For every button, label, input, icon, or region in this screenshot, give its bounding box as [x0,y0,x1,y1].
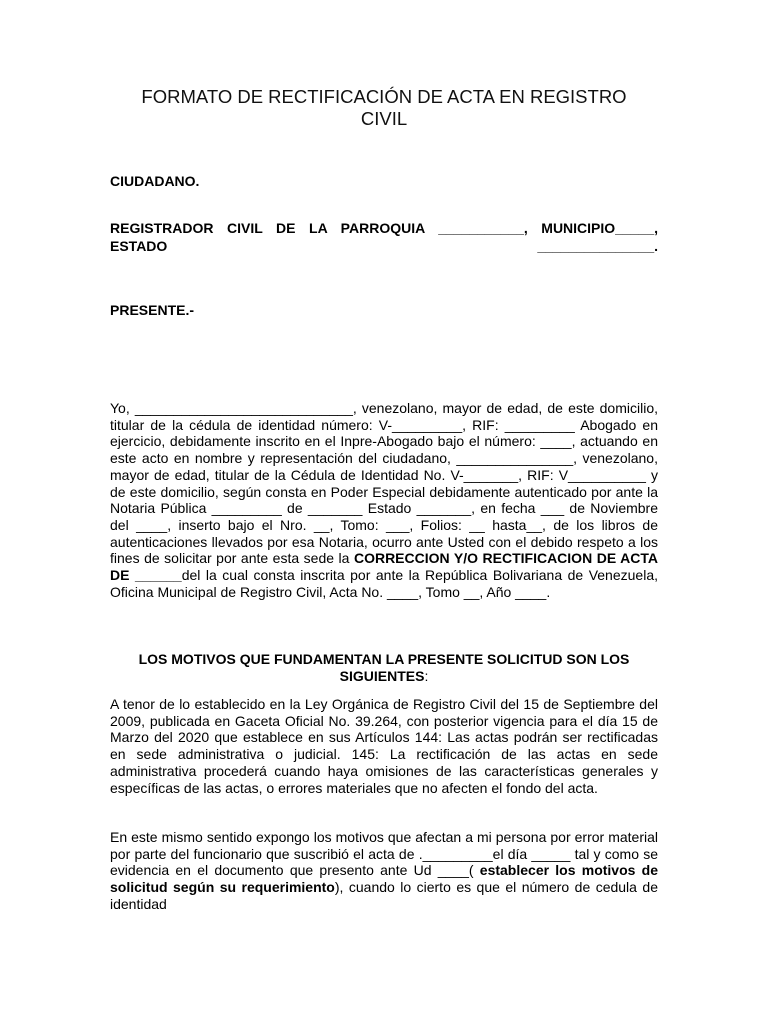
registrar-state-blank: _______________. [537,238,658,254]
paragraph-3-text-end: ), cuando lo cierto es que el número de cedula de identidad [110,879,658,912]
body-paragraph-1 [110,400,658,600]
document-title [110,86,658,130]
body-paragraph-3 [110,829,658,913]
paragraph-3-text: En este mismo sentido expongo los motivos que afectan a mi persona por error material por parte del funcionario que suscribió el acta de ._________el día _____ tal y como se evidencia en el documento que presento ante Ud ____( [110,829,658,879]
motives-heading-colon: : [424,668,429,684]
title-line-1: FORMATO DE RECTIFICACIÓN DE ACTA EN REGISTRO [141,86,627,107]
registrar-line: REGISTRADOR CIVIL DE LA PARROQUIA ___________, MUNICIPIO_____, [110,220,658,236]
paragraph-3-bold-text: establecer los motivos de solicitud según su requerimiento [110,862,658,896]
paragraph-1-text: Yo, ____________________________, venezolano, mayor de edad, de este domicilio, titular de la cédula de identidad número: V-_________, RIF: _________ Abogado en ejercicio, debidamente inscrito en el Inpre-Abogado bajo el número: ____, actuando en este acto en nombre y representación del ciudadano, _______________, venezolano, mayor de edad, titular de la Cédula de Identidad No. V-_______, RIF: V__________ y de este domicilio, según consta en Poder Especial debidamente autenticado por ante la Notaria Pública _________ de _______ Estado _______, en fecha ___ de Noviembre del ____, inserto bajo el Nro. __, Tomo: ___, Folios: __ hasta__, de los libros de autenticaciones llevados por esa Notaria, ocurro ante Usted con el debido respeto a los fines de solicitar por ante esta sede la [110,400,658,567]
addressee: CIUDADANO. [110,173,200,189]
registrar-state-label: ESTADO [110,238,168,254]
paragraph-1-text-end: del la cual consta inscrita por ante la República Bolivariana de Venezuela, Oficina Municipal de Registro Civil, Acta No. ____, Tomo __, Año ____. [110,567,658,600]
motives-heading-text: LOS MOTIVOS QUE FUNDAMENTAN LA PRESENTE SOLICITUD SON LOS SIGUIENTES [138,651,630,684]
title-line-2: CIVIL [360,108,408,129]
presente-line: PRESENTE.- [110,302,195,318]
paragraph-1-bold-text: CORRECCION Y/O RECTIFICACION DE ACTA DE ______ [110,550,658,584]
body-paragraph-2: A tenor de lo establecido en la Ley Orgánica de Registro Civil del 15 de Septiembre del 2009, publicada en Gaceta Oficial No. 39.264, con posterior vigencia para el día 15 de Marzo del 2020 que establece en sus Artículos 144: Las actas podrán ser rectificadas en sede administrativa o judicial. 145: La rectificación de las actas en sede administrativa procederá cuando haya omisiones de las características generales y específicas de las actas, o errores materiales que no afecten el fondo del acta. [110,696,658,796]
motives-heading [110,651,658,685]
